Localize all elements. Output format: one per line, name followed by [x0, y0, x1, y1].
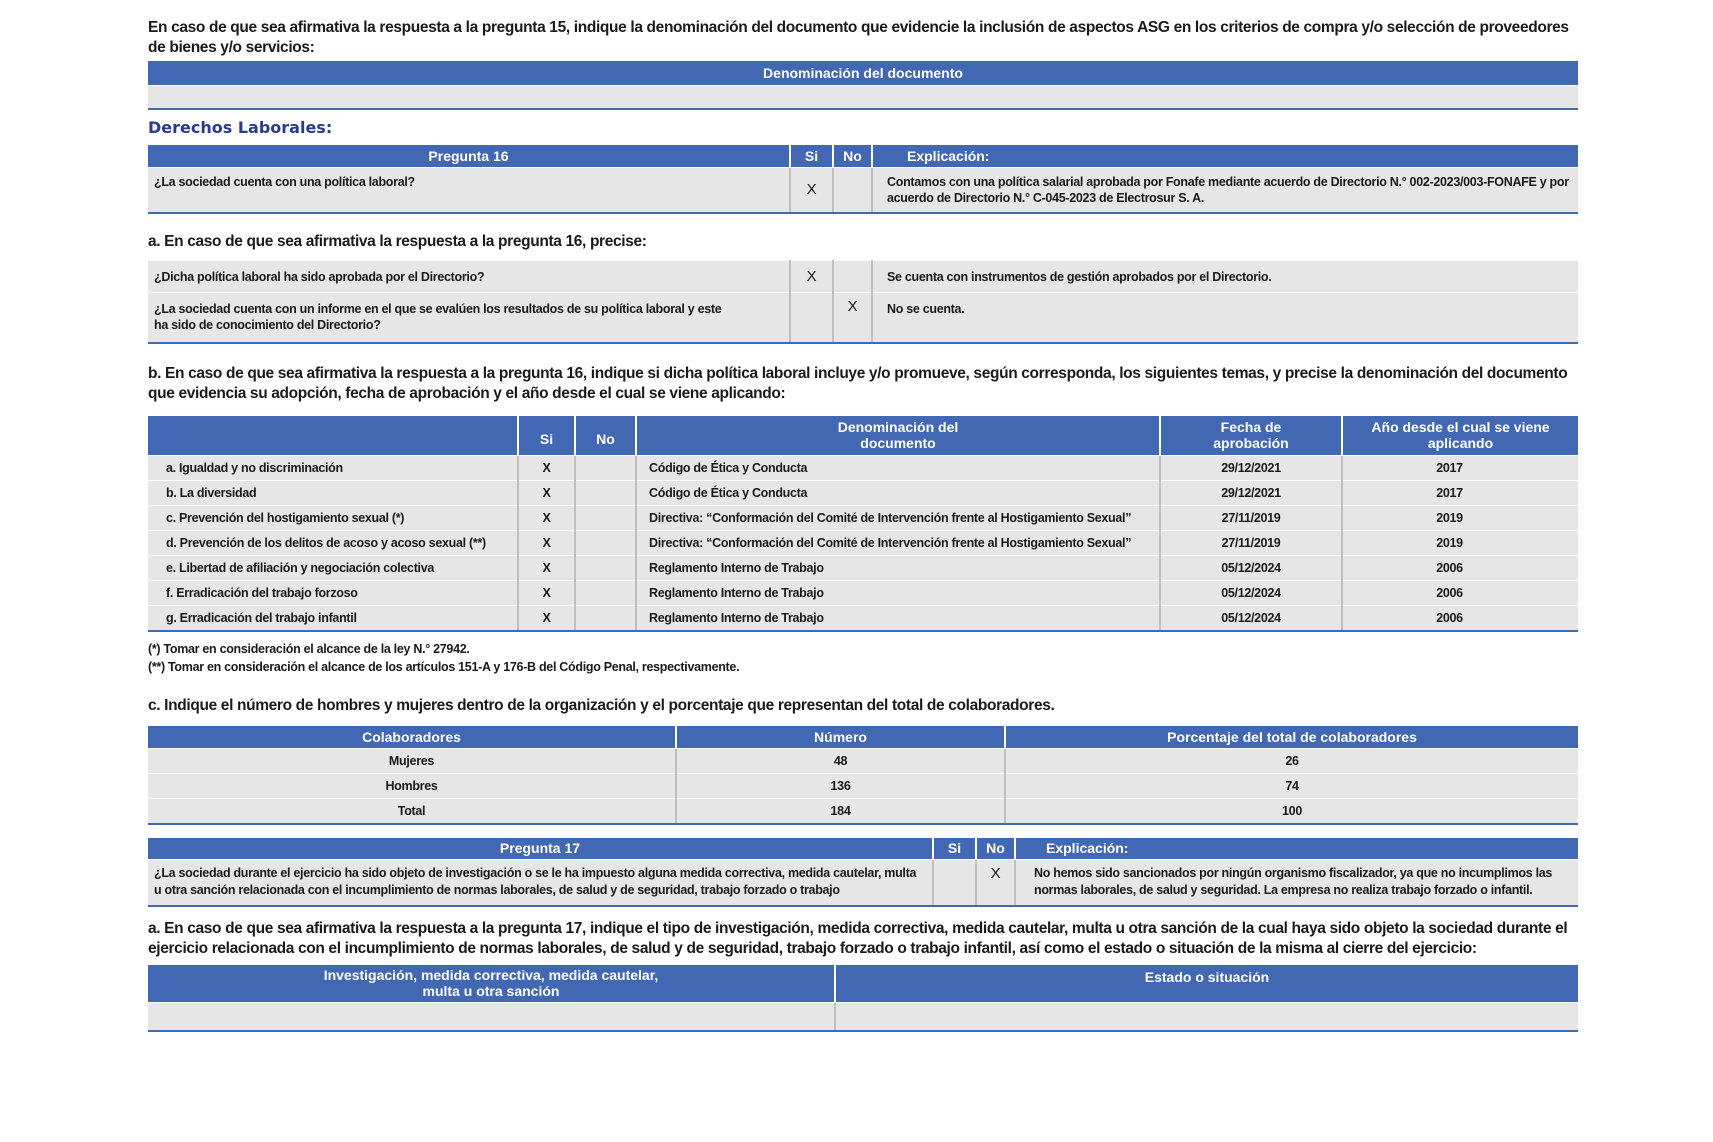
doc-table-header: Denominación del documento: [148, 61, 1578, 85]
q16-si-mark: X: [790, 167, 833, 213]
footnote-1: (*) Tomar en consideración el alcance de la ley N.° 27942.: [148, 641, 470, 656]
q16b-tema: g. Erradicación del trabajo infantil: [148, 606, 518, 631]
section-title: Derechos Laborales:: [148, 118, 333, 137]
q16b-tema: f. Erradicación del trabajo forzoso: [148, 581, 518, 606]
q16b-row: [148, 506, 1578, 531]
q16c-pct-header: Porcentaje del total de colaboradores: [1005, 726, 1578, 749]
q16b-doc: Código de Ética y Conducta: [636, 481, 1160, 506]
q17a-right-value: [835, 1003, 1578, 1031]
q16b-no: [575, 481, 636, 506]
q16-no-header: No: [833, 145, 872, 167]
q16b-si: X: [518, 606, 575, 631]
q16b-row: [148, 581, 1578, 606]
q16a-question: ¿Dicha política laboral ha sido aprobada por el Directorio?: [148, 261, 790, 293]
q17a-left-header: Investigación, medida correctiva, medida cautelar, multa u otra sanción: [148, 965, 835, 1003]
footnote-2: (**) Tomar en consideración el alcance de los artículos 151-A y 176-B del Código Penal, respectivamente.: [148, 659, 740, 674]
q16a-si: X: [790, 261, 833, 293]
q16-header: Pregunta 16: [148, 145, 790, 167]
q16b-fecha: 27/11/2019: [1160, 531, 1342, 556]
q17-table: [148, 838, 1578, 907]
q16b-si: X: [518, 556, 575, 581]
q16b-anio: 2006: [1342, 556, 1578, 581]
q16c-table: [148, 726, 1578, 825]
q16a-no: [833, 261, 872, 293]
q16c-pct: 26: [1005, 749, 1578, 774]
q16-table: [148, 145, 1578, 214]
page: [148, 18, 1578, 1032]
q16b-anio: 2006: [1342, 606, 1578, 631]
q16b-no-header: No: [575, 416, 636, 456]
q17-question: ¿La sociedad durante el ejercicio ha sido objeto de investigación o se le ha impuesto alguna medida correctiva, medida cautelar, multa u otra sanción relacionada con el incumplimiento de normas laborales, de salud y de seguridad, trabajo forzado o trabajo: [148, 860, 933, 906]
q16c-row: [148, 799, 1578, 824]
q16b-fecha: 29/12/2021: [1160, 481, 1342, 506]
q16b-doc-header: Denominación del documento: [636, 416, 1160, 456]
q16a-no: X: [833, 293, 872, 343]
q16b-tema: d. Prevención de los delitos de acoso y acoso sexual (**): [148, 531, 518, 556]
q16b-row: [148, 456, 1578, 481]
q15-intro: En caso de que sea afirmativa la respuesta a la pregunta 15, indique la denominación del documento que evidencie la inclusión de aspectos ASG en los criterios de compra y/o selección de proveedores de bienes y/o servicios:: [148, 19, 1569, 56]
q16c-colab: Hombres: [148, 774, 676, 799]
q17-header: Pregunta 17: [148, 838, 933, 860]
q17-answer: No hemos sido sancionados por ningún organismo fiscalizador, ya que no incumplimos las normas laborales, de salud y seguridad. La empresa no realiza trabajo forzado o infantil.: [1015, 860, 1578, 906]
q16c-row: [148, 774, 1578, 799]
q16b-no: [575, 606, 636, 631]
q16b-doc: Directiva: “Conformación del Comité de Intervención frente al Hostigamiento Sexual”: [636, 506, 1160, 531]
q16c-numero: 48: [676, 749, 1005, 774]
q16c-intro: c. Indique el número de hombres y mujeres dentro de la organización y el porcentaje que representan del total de colaboradores.: [148, 696, 1055, 714]
q17-no-mark: X: [976, 860, 1015, 906]
q16b-row: [148, 556, 1578, 581]
q16b-tema-header: [148, 416, 518, 456]
q16b-anio: 2017: [1342, 481, 1578, 506]
q16c-colab-header: Colaboradores: [148, 726, 676, 749]
q17-no-header: No: [976, 838, 1015, 860]
q16b-si: X: [518, 506, 575, 531]
q16b-fecha: 29/12/2021: [1160, 456, 1342, 481]
q16b-doc: Reglamento Interno de Trabajo: [636, 581, 1160, 606]
q16b-doc: Código de Ética y Conducta: [636, 456, 1160, 481]
q17a-intro: a. En caso de que sea afirmativa la respuesta a la pregunta 17, indique el tipo de investigación, medida correctiva, medida cautelar, multa u otra sanción de la cual haya sido objeto la sociedad durante el ejercicio relacionada con el incumplimiento de normas laborales, de salud y de seguridad, trabajo forzado o trabajo infantil, así como el estado o situación de la misma al cierre del ejercicio:: [148, 919, 1568, 957]
q17-explicacion-header: Explicación:: [1015, 838, 1578, 860]
q16b-si-header: Si: [518, 416, 575, 456]
q16c-row: [148, 749, 1578, 774]
q16b-no: [575, 581, 636, 606]
q16c-colab: Total: [148, 799, 676, 824]
q16b-fecha: 05/12/2024: [1160, 556, 1342, 581]
q16b-row: [148, 606, 1578, 631]
q16b-si: X: [518, 581, 575, 606]
q16c-pct: 74: [1005, 774, 1578, 799]
q17a-table: [148, 965, 1578, 1032]
doc-table: [148, 61, 1578, 110]
q16b-row: [148, 481, 1578, 506]
q16b-tema: c. Prevención del hostigamiento sexual (*): [148, 506, 518, 531]
q16-si-header: Si: [790, 145, 833, 167]
q16b-no: [575, 556, 636, 581]
q16b-intro: b. En caso de que sea afirmativa la respuesta a la pregunta 16, indique si dicha política laboral incluye y/o promueve, según corresponda, los siguientes temas, y precise la denominación del documento que evidencia su adopción, fecha de aprobación y el año desde el cual se viene aplicando:: [148, 364, 1568, 402]
q16b-fecha: 27/11/2019: [1160, 506, 1342, 531]
q16b-si: X: [518, 531, 575, 556]
q16b-no: [575, 506, 636, 531]
q16b-si: X: [518, 481, 575, 506]
q16b-fecha: 05/12/2024: [1160, 581, 1342, 606]
q16b-anio: 2006: [1342, 581, 1578, 606]
q16c-colab: Mujeres: [148, 749, 676, 774]
q16b-anio-header: Año desde el cual se viene aplicando: [1342, 416, 1578, 456]
q16b-no: [575, 531, 636, 556]
q17-si-header: Si: [933, 838, 976, 860]
q16-question: ¿La sociedad cuenta con una política laboral?: [148, 167, 790, 213]
q16a-row: [148, 261, 1578, 293]
doc-table-value: [148, 85, 1578, 109]
q16b-si: X: [518, 456, 575, 481]
q16b-fecha: 05/12/2024: [1160, 606, 1342, 631]
q16-explicacion-header: Explicación:: [872, 145, 1578, 167]
q16a-row: [148, 293, 1578, 343]
q16b-anio: 2017: [1342, 456, 1578, 481]
q16b-doc: Reglamento Interno de Trabajo: [636, 556, 1160, 581]
q16-no-mark: [833, 167, 872, 213]
q16b-row: [148, 531, 1578, 556]
q16b-anio: 2019: [1342, 506, 1578, 531]
q16b-no: [575, 456, 636, 481]
q16a-intro: a. En caso de que sea afirmativa la respuesta a la pregunta 16, precise:: [148, 233, 647, 250]
q16b-anio: 2019: [1342, 531, 1578, 556]
q16c-numero: 184: [676, 799, 1005, 824]
q16b-tema: e. Libertad de afiliación y negociación colectiva: [148, 556, 518, 581]
q16c-numero: 136: [676, 774, 1005, 799]
q17a-right-header: Estado o situación: [835, 965, 1578, 1003]
q17-si-mark: [933, 860, 976, 906]
q16a-answer: Se cuenta con instrumentos de gestión aprobados por el Directorio.: [872, 261, 1578, 293]
q16-answer: Contamos con una política salarial aprobada por Fonafe mediante acuerdo de Directorio N.° 002-2023/003-FONAFE y por acuerdo de Directorio N.° C-045-2023 de Electrosur S. A.: [872, 167, 1578, 213]
q16b-doc: Directiva: “Conformación del Comité de Intervención frente al Hostigamiento Sexual”: [636, 531, 1160, 556]
q17a-left-value: [148, 1003, 835, 1031]
q16a-table: [148, 260, 1578, 344]
q16a-si: [790, 293, 833, 343]
q16b-tema: b. La diversidad: [148, 481, 518, 506]
q16c-pct: 100: [1005, 799, 1578, 824]
q16b-tema: a. Igualdad y no discriminación: [148, 456, 518, 481]
q16a-answer: No se cuenta.: [872, 293, 1578, 343]
q16b-table: [148, 416, 1578, 632]
q16c-numero-header: Número: [676, 726, 1005, 749]
q16a-question: ¿La sociedad cuenta con un informe en el que se evalúen los resultados de su política laboral y este ha sido de conocimiento del Directorio?: [148, 293, 790, 343]
q16b-doc: Reglamento Interno de Trabajo: [636, 606, 1160, 631]
q16b-fecha-header: Fecha de aprobación: [1160, 416, 1342, 456]
